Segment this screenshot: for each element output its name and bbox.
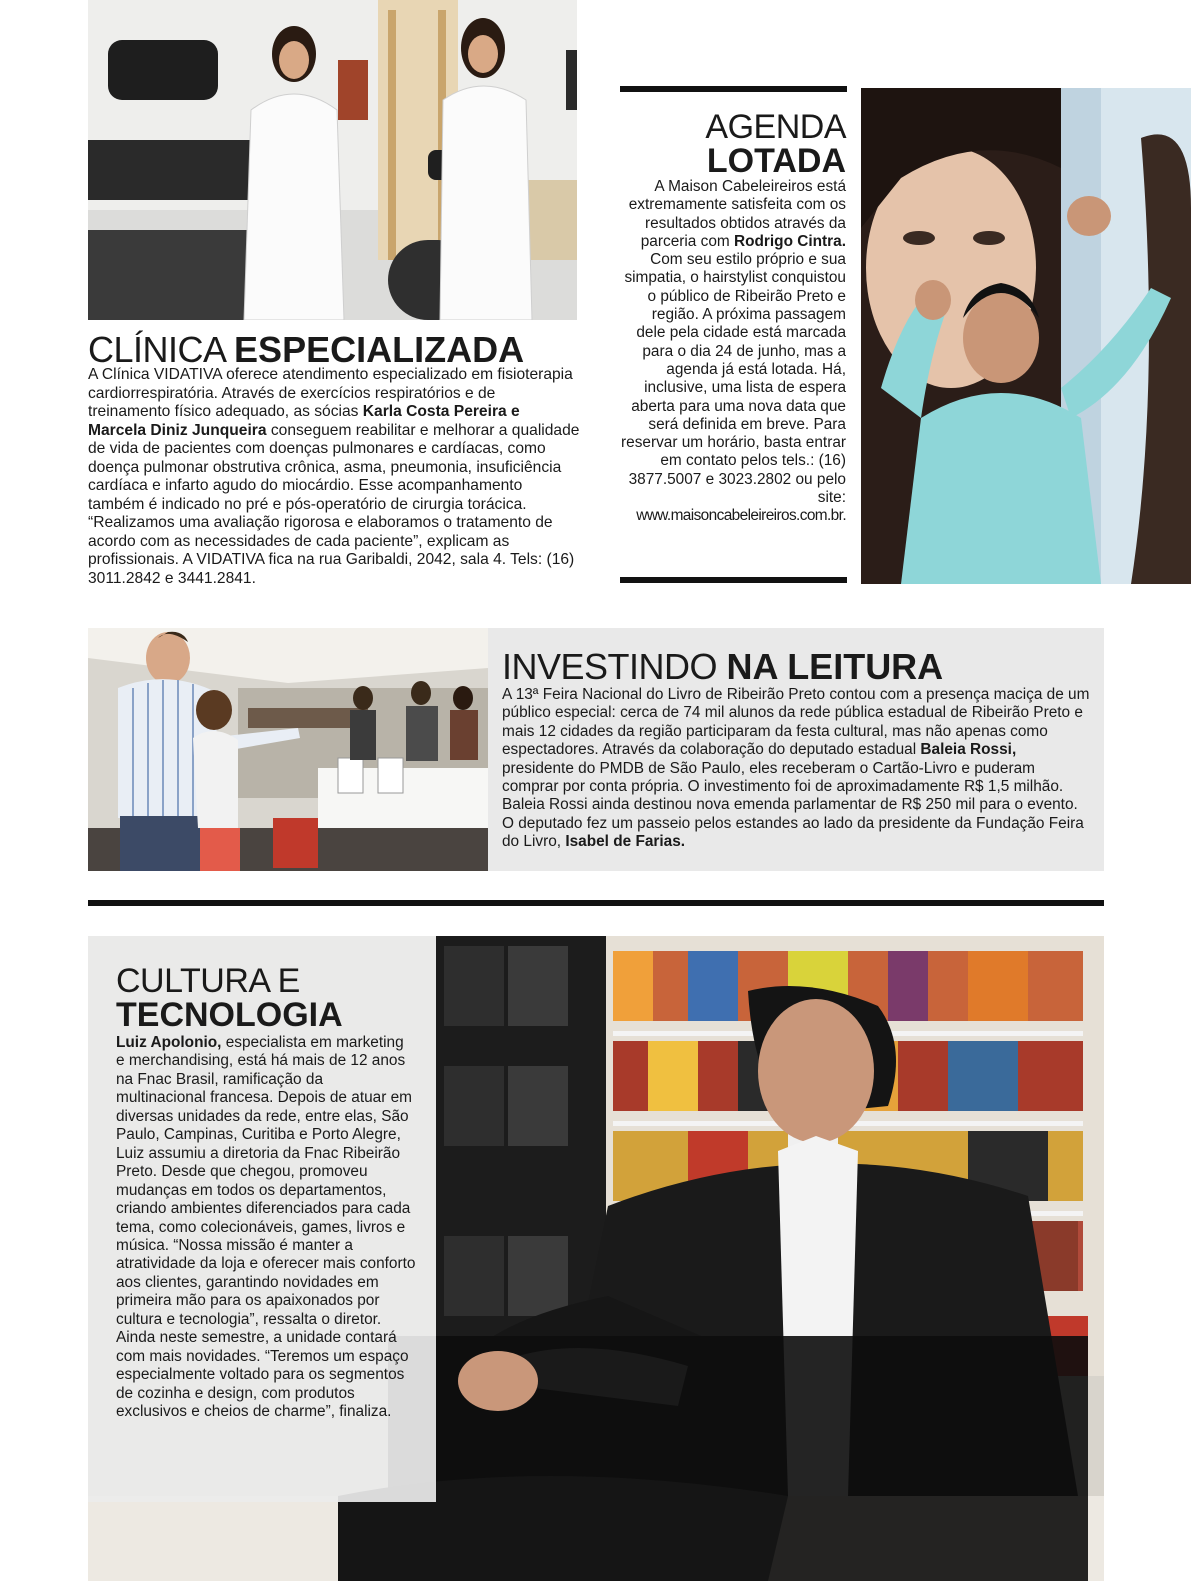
agenda-heading <box>620 110 846 178</box>
agenda-site-link: www.maisoncabeleireiros.com.br. <box>636 507 846 525</box>
clinica-text-2: conseguem reabilitar e melhorar a qualidade de vida de pacientes com doenças pulmonares e cardíacas, como doença pulmonar obstrutiva crônica, asma, pneumonia, insuficiência cardíaca e infarto agudo do miocárdio. Esse acompanhamento também é indicado no pré e pós-operatório de cirurgia torácica. “Realizamos uma avaliação rigorosa e elaboramos o tratamento de acordo com as necessidades de cada paciente”, explicam as profissionais. A VIDATIVA fica na rua Garibaldi, 2042, sala 4. Tels: (16) 3011.2842 e 3441.2841. <box>88 421 580 587</box>
agenda-bottom-rule <box>620 577 847 583</box>
clinica-text-bold: Karla Costa Pereira e Marcela Diniz Junqueira <box>88 403 520 439</box>
clinica-article-body <box>88 366 580 588</box>
leitura-heading-bold: NA LEITURA <box>726 646 944 687</box>
leitura-text-2: presidente do PMDB de São Paulo, eles receberam o Cartão-Livro e puderam comprar por conta própria. O investimento foi de aproximadamente R$ 1,5 milhão. Baleia Rossi ainda destinou nova emenda parlamentar de R$ 250 mil para o evento. O deputado fez um passeio pelos estandes ao lado da presidente da Fundação Feira do Livro, <box>502 759 1084 851</box>
cultura-article-body <box>116 1034 416 1422</box>
cultura-heading-light: CULTURA E <box>116 962 300 1000</box>
cultura-text-1: especialista em marketing e merchandising, está há mais de 12 anos na Fnac Brasil, ramificação da multinacional francesa. Depois de atuar em diversas unidades da rede, entre elas, São Paulo, Campinas, Curitiba e Porto Alegre, Luiz assumiu a diretoria da Fnac Ribeirão Preto. Desde que chegou, promoveu mudanças em todos os departamentos, criando ambientes diferenciados para cada tema, como colecionáveis, games, livros e música. “Nossa missão é manter a atratividade da loja e oferecer mais conforto aos clientes, garantindo novidades em primeira mão para os apaixonados por cultura e tecnologia”, ressalta o diretor. Ainda neste semestre, a unidade contará com mais novidades. “Teremos um espaço especialmente voltado para os segmentos de cozinha e design, com produtos exclusivos e cheios de charme”, finaliza. <box>116 1034 416 1421</box>
agenda-heading-bold: LOTADA <box>706 142 846 180</box>
leitura-text-1: A 13ª Feira Nacional do Livro de Ribeirão Preto contou com a presença maciça de um público especial: cerca de 74 mil alunos da rede pública estadual de Ribeirão Preto e mais 12 cidades da região participaram da festa cultural, mas não apenas como espectadores. Através da colaboração do deputado estadual <box>502 686 1090 759</box>
section-divider-rule <box>88 900 1104 906</box>
agenda-text-2: Com seu estilo próprio e sua simpatia, o hairstylist conquistou o público de Ribeirão Preto e região. A próxima passagem dele pela cidade está marcada para o dia 24 de junho, mas a agenda já está lotada. Há, inclusive, uma lista de espera aberta para uma nova data que será definida em breve. Para reservar um horário, basta entrar em contato pelos tels.: (16) 3877.5007 e 3023.2802 ou pelo site: <box>621 251 846 507</box>
clinic-photo <box>88 0 577 320</box>
clinica-text-1: A Clínica VIDATIVA oferece atendimento especializado em fisioterapia cardiorrespiratória. Através de exercícios respiratórios e de treinamento físico adequado, as sócias <box>88 366 573 420</box>
clinica-heading-bold: ESPECIALIZADA <box>234 329 525 370</box>
agenda-heading-light: AGENDA <box>705 108 846 146</box>
clinica-heading <box>88 330 524 370</box>
leitura-heading-light: INVESTINDO <box>502 646 727 687</box>
agenda-article-body <box>620 178 846 526</box>
cultura-heading-bold: TECNOLOGIA <box>116 996 343 1034</box>
leitura-text-bold-2: Isabel de Farias. <box>565 833 686 851</box>
clinica-heading-light: CLÍNICA <box>88 329 235 370</box>
agenda-top-rule <box>620 86 847 92</box>
leitura-article-body <box>502 686 1092 852</box>
leitura-heading <box>502 648 943 686</box>
agenda-text-1: A Maison Cabeleireiros está extremamente satisfeita com os resultados obtidos através da parceria com <box>628 178 846 250</box>
cultura-heading <box>116 964 343 1032</box>
agenda-text-bold: Rodrigo Cintra. <box>733 232 846 250</box>
hairstylist-photo <box>861 88 1191 584</box>
leitura-text-bold-1: Baleia Rossi, <box>920 741 1017 759</box>
book-fair-photo <box>88 628 488 871</box>
cultura-text-bold: Luiz Apolonio, <box>116 1034 222 1051</box>
